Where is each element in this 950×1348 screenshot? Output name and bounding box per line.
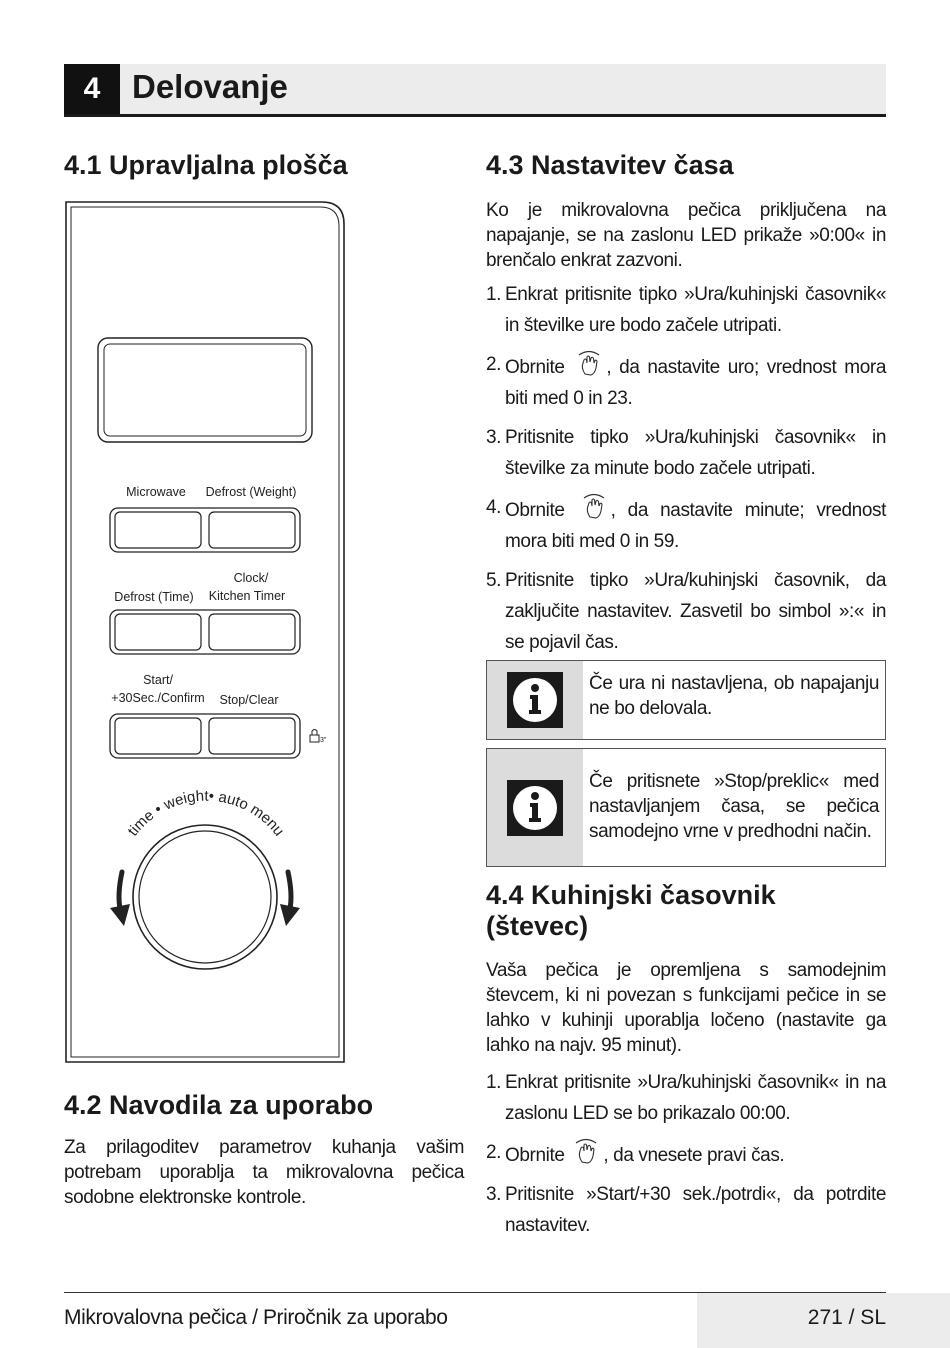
section-4-3-steps [486,279,886,666]
chapter-header [64,64,886,117]
info-note-1-text: Če ura ni nastavljena, ob napajanju ne bo delovala. [589,673,879,719]
control-panel-diagram [64,200,346,1064]
led-display [98,338,312,442]
footer-document-title: Mikrovalovna pečica / Priročnik za uporabo [64,1306,448,1329]
page-number: 271 / SL [807,1306,886,1329]
list-item: 2. Obrnite , da vnesete pravi čas. [486,1137,886,1171]
label-defrost-time: Defrost (Time) [114,590,194,604]
label-defrost-weight: Defrost (Weight) [205,485,297,499]
label-microwave: Microwave [126,485,186,499]
list-item: 3. Pritisnite tipko »Ura/kuhinjski časovnik« in številke za minute bodo začele utripati. [486,427,886,479]
list-item: 3. Pritisnite »Start/+30 sek./potrdi«, da potrdite nastavitev. [486,1184,886,1236]
chapter-title: Delovanje [132,68,288,105]
rotary-knob-hand-icon [580,492,608,520]
start-confirm-button [115,718,201,754]
panel-outline [66,202,344,1062]
rotary-knob-hand-icon [575,349,603,377]
clock-kitchen-timer-button [209,614,295,650]
list-item: 5. Pritisnite tipko »Ura/kuhinjski časovnik, da zaključite nastavitev. Zasvetil bo simbol »:« in se pojavil čas. [486,570,886,653]
rotate-right-arrow-icon [280,872,300,926]
list-item: 1. Enkrat pritisnite tipko »Ura/kuhinjski časovnik« in številke ure bodo začele utripati. [486,284,886,336]
button-group-row2 [110,610,300,654]
info-note-2 [486,748,886,867]
section-4-4-heading: 4.4 Kuhinjski časovnik (števec) [486,880,776,941]
label-start-line2: +30Sec./Confirm [111,691,205,705]
list-item: 4. Obrnite , da nastavite minute; vrednost mora biti med 0 in 59. [486,492,886,557]
dial-arc-text: time • weight• auto menu [124,787,288,840]
child-lock-icon [310,730,327,745]
control-dial [133,825,277,969]
list-item: 1. Enkrat pritisnite »Ura/kuhinjski časovnik« in na zaslonu LED se bo prikazalo 00:00. [486,1072,886,1124]
section-4-4-steps [486,1067,886,1249]
label-start-line1: Start/ [143,673,173,687]
info-icon [506,779,564,837]
rotary-knob-hand-icon [572,1137,600,1165]
section-4-4-intro: Vaša pečica je opremljena s samodejnim števcem, ki ni povezan s funkcijami pečice in se lahko v kuhinji uporablja ločeno (nastavite ga lahko na najv. 95 minut). [486,960,886,1056]
microwave-button [115,512,201,548]
info-note-2-text: Če pritisnete »Stop/preklic« med nastavljanjem časa, se pečica samodejno vrne v predhodni način. [589,771,879,842]
section-4-3-heading: 4.3 Nastavitev časa [486,150,734,180]
rotate-left-arrow-icon [110,872,130,926]
section-4-2-text: Za prilagoditev parametrov kuhanja vašim potrebam uporablja ta mikrovalovna pečica sodobne elektronske kontrole. [64,1137,464,1208]
label-clock-line2: Kitchen Timer [208,589,286,603]
chapter-number: 4 [64,64,120,114]
button-group-row3 [110,714,300,758]
button-group-row1 [110,508,300,552]
section-4-3-intro: Ko je mikrovalovna pečica priključena na napajanje, se na zaslonu LED prikaže »0:00« in brenčalo enkrat zazvoni. [486,200,886,271]
section-4-2-heading: 4.2 Navodila za uporabo [64,1090,374,1120]
defrost-weight-button [209,512,295,548]
defrost-time-button [115,614,201,650]
stop-clear-button [209,718,295,754]
list-item: 2. Obrnite , da nastavite uro; vrednost mora biti med 0 in 23. [486,349,886,414]
info-icon [506,671,564,729]
lock-label: 3" [320,737,327,744]
info-note-1 [486,660,886,740]
section-4-1-heading: 4.1 Upravljalna plošča [64,150,348,180]
label-clock-line1: Clock/ [233,571,269,585]
label-stop-clear: Stop/Clear [219,693,279,707]
